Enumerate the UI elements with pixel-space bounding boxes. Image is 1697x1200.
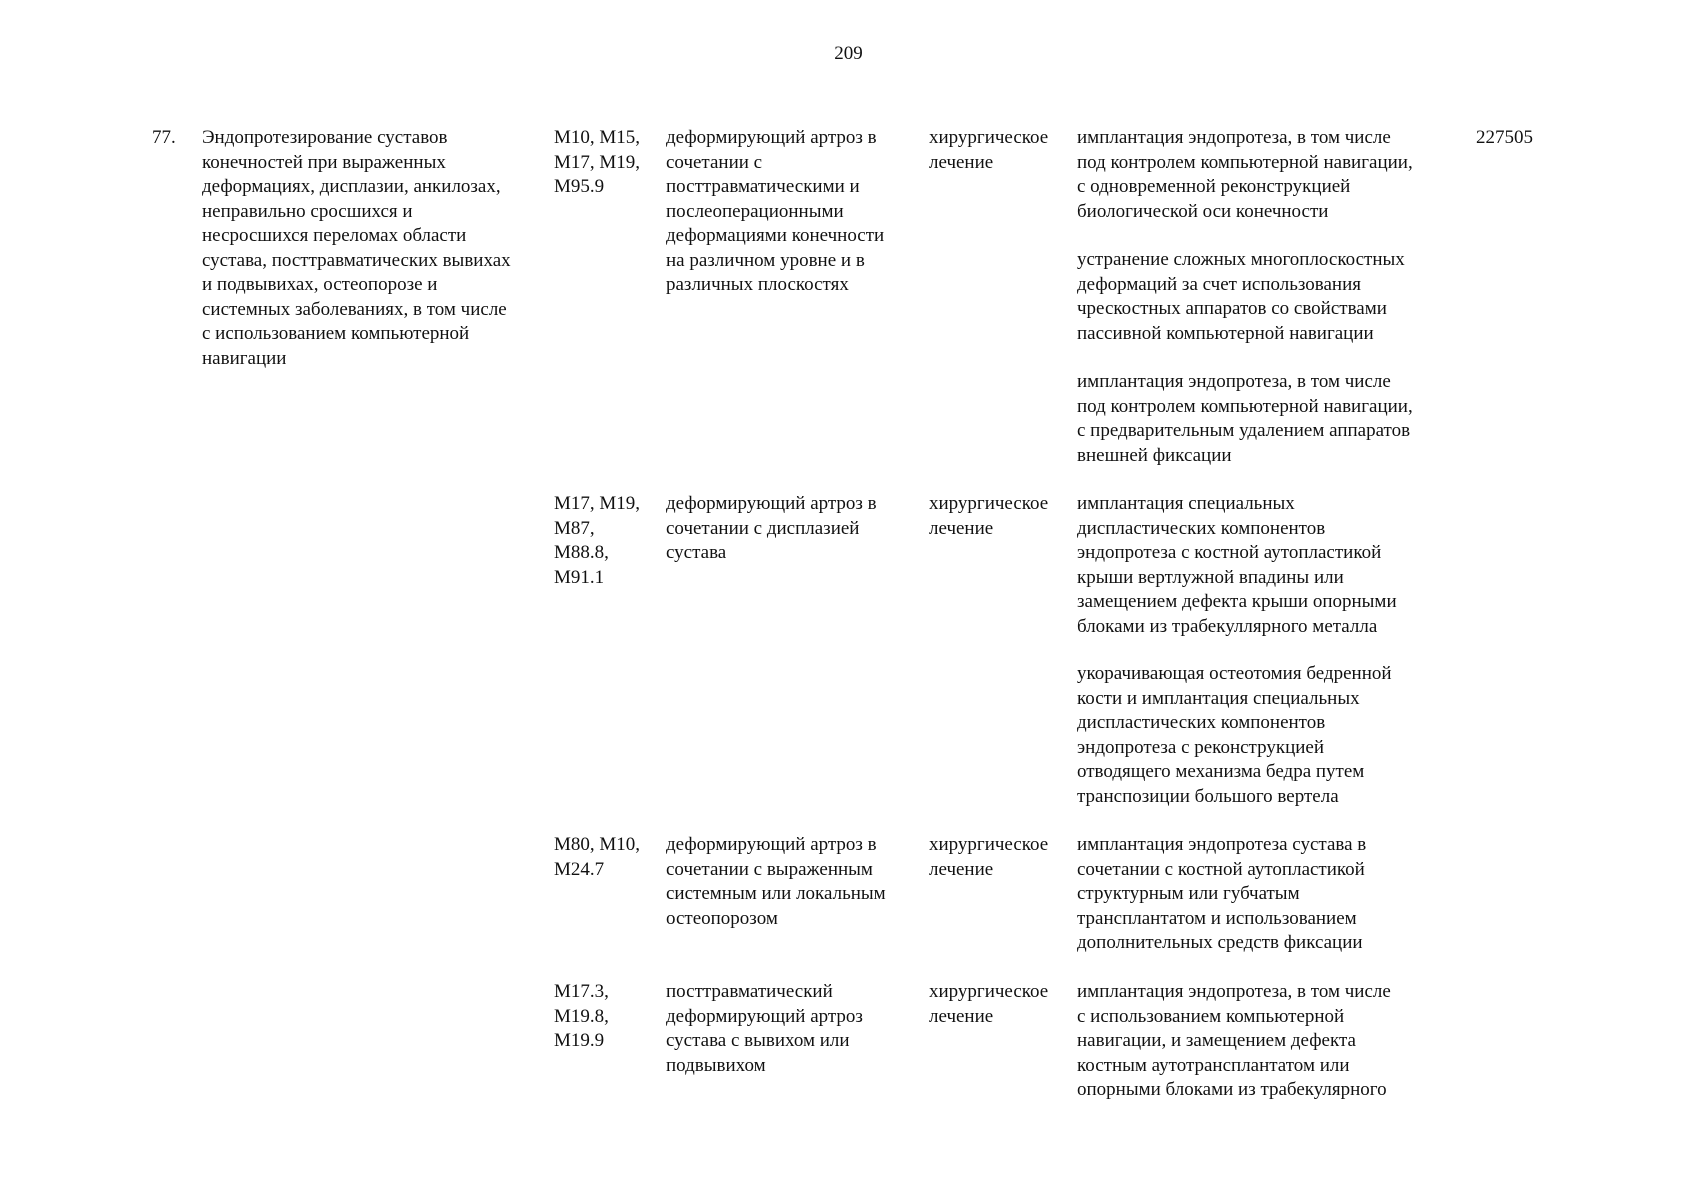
diagnosis-codes: M80, M10, M24.7 — [554, 834, 641, 880]
patient-model: деформирующий артроз в сочетании с посттравматическими и послеоперационными деформациями конечности на различном уровне и в различных плоскостях — [666, 127, 885, 295]
procedure-name: Эндопротезирование суставов конечностей при выраженных деформациях, дисплазии, анкилозах, неправильно сросшихся и несросшихся переломах области сустава, посттравматических вывихах и подвывихах, остеопорозе и системных заболеваниях, в том числе с использованием компьютерной навигации — [202, 127, 511, 369]
treatment-type: хирургическое лечение — [929, 834, 1049, 880]
diagnosis-codes: M17.3, M19.8, M19.9 — [554, 981, 609, 1051]
treatment-method: имплантация эндопротеза, в том числе под контролем компьютерной навигации, с одновременной реконструкцией биологической оси конечности — [1077, 127, 1413, 222]
treatment-method: укорачивающая остеотомия бедренной кости и имплантация специальных диспластических компонентов эндопротеза с реконструкцией отводящего механизма бедра путем транспозиции большого вертела — [1077, 663, 1392, 807]
treatment-type: хирургическое лечение — [929, 127, 1049, 173]
patient-model: деформирующий артроз в сочетании с дисплазией сустава — [666, 493, 877, 563]
page-number: 209 — [834, 43, 863, 64]
diagnosis-codes: M10, M15, M17, M19, M95.9 — [554, 127, 641, 197]
patient-model: посттравматический деформирующий артроз сустава с вывихом или подвывихом — [666, 981, 863, 1076]
treatment-method: имплантация эндопротеза, в том числе под контролем компьютерной навигации, с предварительным удалением аппаратов внешней фиксации — [1077, 371, 1413, 466]
treatment-type: хирургическое лечение — [929, 981, 1049, 1027]
diagnosis-codes: M17, M19, M87, M88.8, M91.1 — [554, 493, 641, 588]
treatment-method: имплантация специальных диспластических компонентов эндопротеза с костной аутопластикой крыши вертлужной впадины или замещением дефекта крыши опорными блоками из трабекуллярного металла — [1077, 493, 1397, 637]
treatment-method: имплантация эндопротеза, в том числе с использованием компьютерной навигации, и замещением дефекта костным аутотрансплантатом или опорными блоками из трабекулярного — [1077, 981, 1391, 1100]
treatment-method: устранение сложных многоплоскостных деформаций за счет использования чрескостных аппаратов со свойствами пассивной компьютерной навигации — [1077, 249, 1405, 344]
cost-value: 227505 — [1476, 127, 1533, 148]
treatment-type: хирургическое лечение — [929, 493, 1049, 539]
patient-model: деформирующий артроз в сочетании с выраженным системным или локальным остеопорозом — [666, 834, 886, 929]
row-number: 77. — [152, 127, 176, 148]
treatment-method: имплантация эндопротеза сустава в сочетании с костной аутопластикой структурным или губчатым трансплантатом и использованием дополнительных средств фиксации — [1077, 834, 1367, 953]
